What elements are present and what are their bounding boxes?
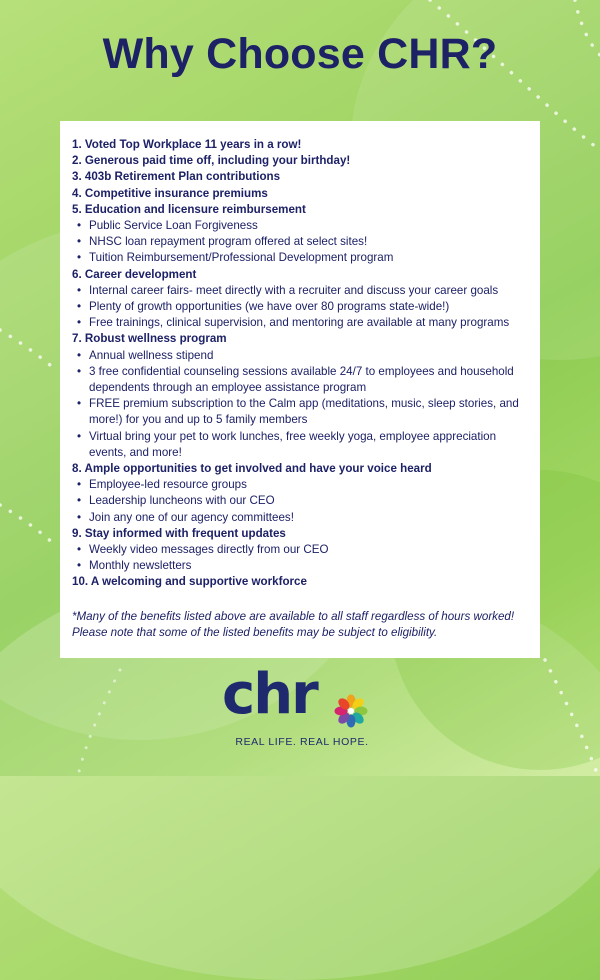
benefit-item: 3. 403b Retirement Plan contributions [72, 170, 281, 184]
benefit-item: 8. Ample opportunities to get involved and have your voice heard [72, 462, 432, 476]
page-title: Why Choose CHR? [102, 30, 498, 78]
benefit-subitem: • NHSC loan repayment program offered at select sites! [72, 234, 530, 250]
benefit-item: 9. Stay informed with frequent updates [72, 526, 286, 540]
benefit-subitem: • Join any one of our agency committees! [72, 510, 530, 526]
benefit-subitem: • Plenty of growth opportunities (we have over 80 programs state-wide!) [72, 299, 530, 315]
benefit-subitem: • Free trainings, clinical supervision, and mentoring are available at many programs [72, 315, 530, 331]
benefit-subitem: • FREE premium subscription to the Calm app (meditations, music, sleep stories, and more!) for you and up to 5 family members [72, 396, 530, 428]
chr-logo [222, 662, 382, 750]
flower-icon [334, 694, 368, 728]
benefit-subitem: • Virtual bring your pet to work lunches, free weekly yoga, employee appreciation events, and more! [72, 429, 530, 461]
benefits-list [72, 137, 530, 591]
benefit-subitem: • 3 free confidential counseling sessions available 24/7 to employees and household dependents through an employee assistance program [72, 364, 530, 396]
benefit-item: 1. Voted Top Workplace 11 years in a row! [72, 138, 302, 151]
benefit-subitem: • Weekly video messages directly from our CEO [72, 542, 530, 558]
eligibility-note: *Many of the benefits listed above are available to all staff regardless of hours worked! Please note that some of the listed benefits may be subject to eligibility. [72, 609, 515, 639]
benefit-item: 6. Career development [72, 267, 197, 281]
benefit-item: 4. Competitive insurance premiums [72, 186, 268, 200]
benefit-subitem: • Public Service Loan Forgiveness [72, 218, 530, 234]
benefits-card [60, 121, 540, 658]
benefit-subitem: • Leadership luncheons with our CEO [72, 493, 530, 509]
benefit-subitem: • Monthly newsletters [72, 558, 530, 574]
benefit-item: 2. Generous paid time off, including your birthday! [72, 154, 351, 168]
logo-wordmark: chr [222, 662, 317, 727]
benefit-item: 5. Education and licensure reimbursement [72, 202, 306, 216]
logo-tagline: REAL LIFE. REAL HOPE. [235, 736, 369, 748]
benefit-subitem: • Annual wellness stipend [72, 348, 530, 364]
benefit-item: 7. Robust wellness program [72, 332, 227, 346]
benefit-subitem: • Employee-led resource groups [72, 477, 530, 493]
benefit-subitem: • Internal career fairs- meet directly with a recruiter and discuss your career goals [72, 283, 530, 299]
benefit-item: 10. A welcoming and supportive workforce [72, 575, 307, 589]
benefit-subitem: • Tuition Reimbursement/Professional Development program [72, 250, 530, 266]
